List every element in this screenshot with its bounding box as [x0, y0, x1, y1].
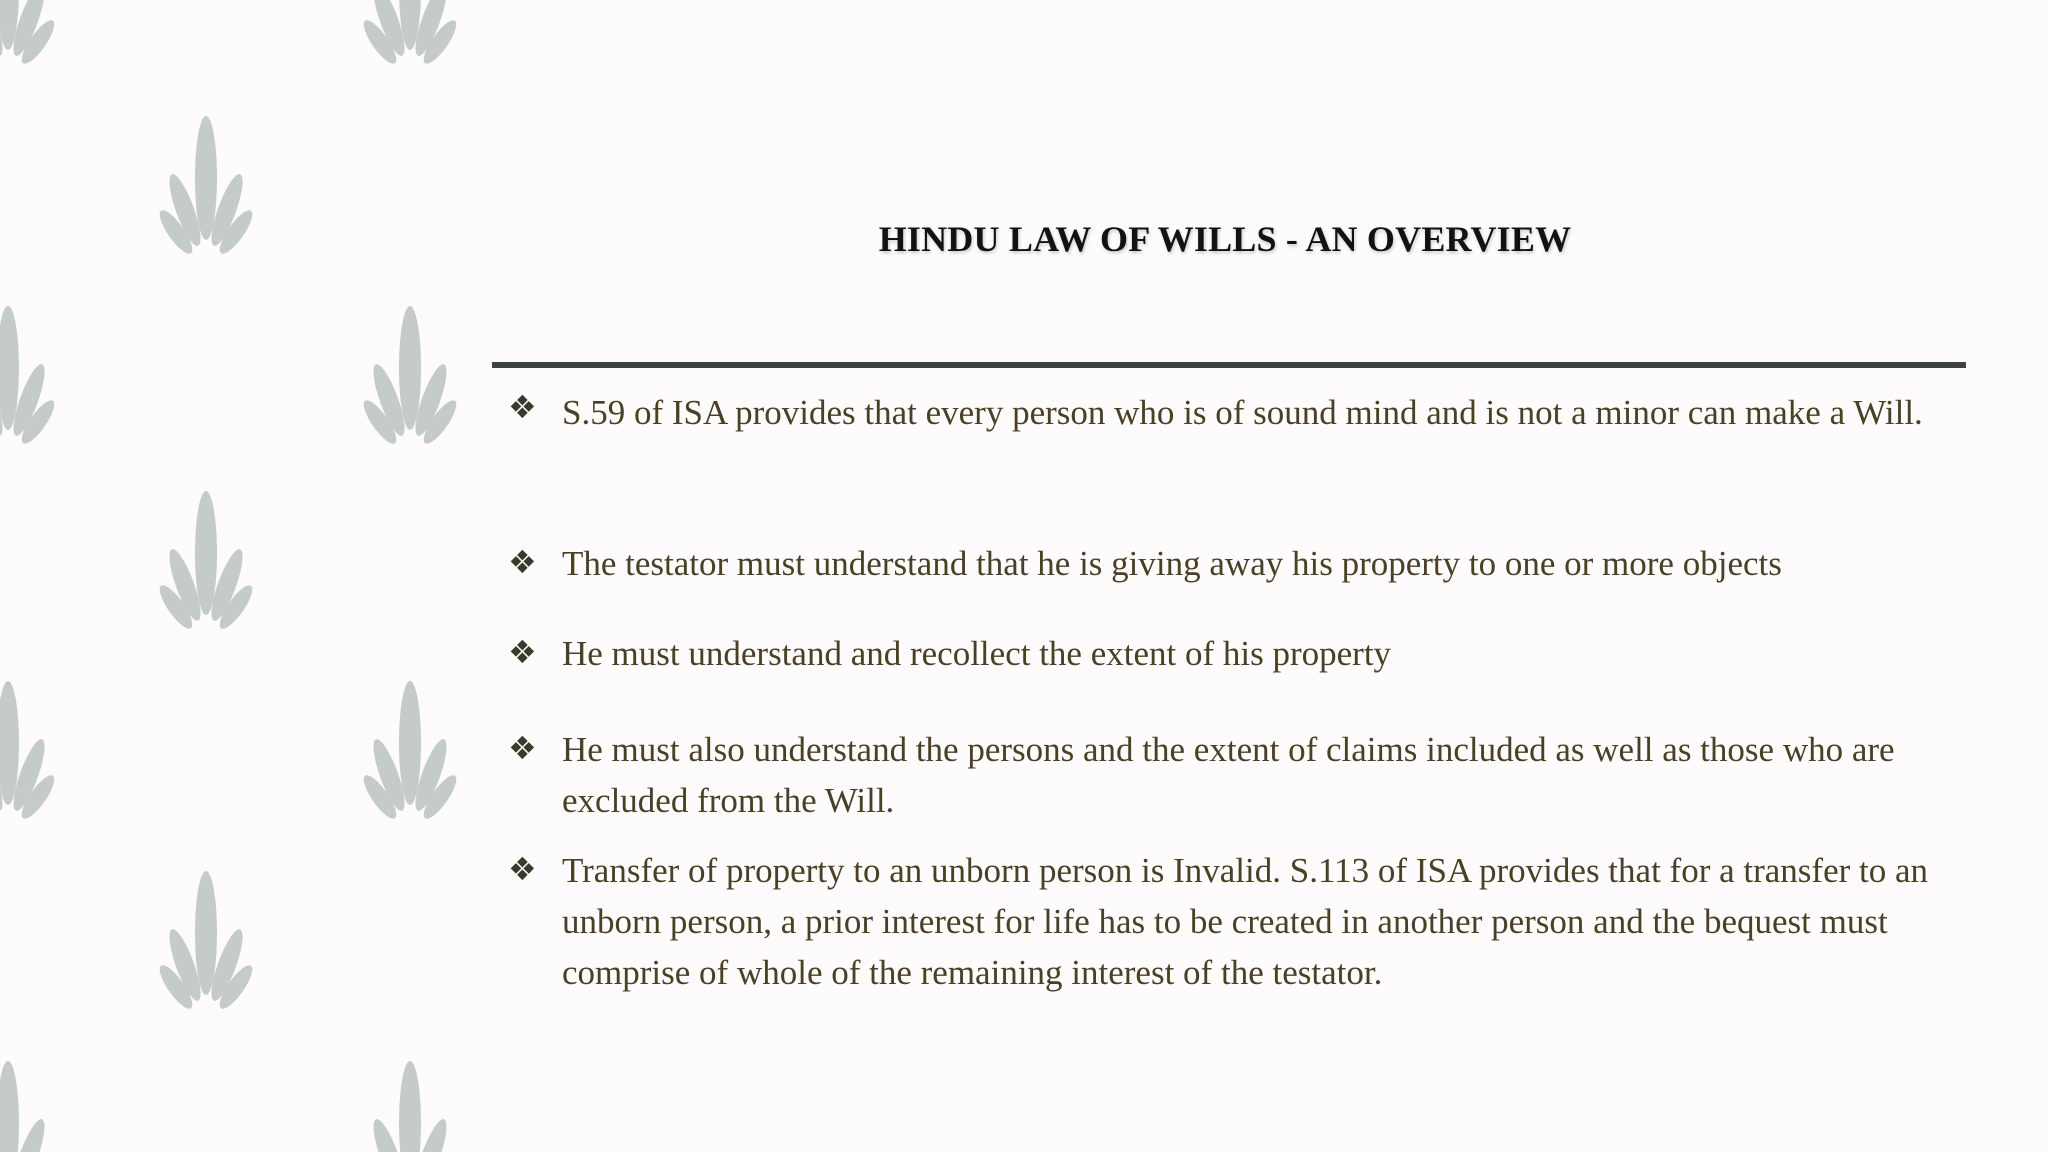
- leaf-sprig-icon: [0, 0, 59, 68]
- leaf-sprig-icon: [155, 491, 258, 633]
- bullet-text: He must understand and recollect the extent of his property: [562, 634, 1392, 673]
- slide-title: HINDU LAW OF WILLS - AN OVERVIEW: [878, 219, 1572, 259]
- list-item: [508, 628, 1968, 679]
- title-divider: [492, 362, 1966, 368]
- leaf-sprig-icon: [359, 1061, 462, 1152]
- leaf-sprig-icon: [0, 1061, 59, 1152]
- diamond-bullet-icon: ❖: [508, 388, 537, 426]
- bullet-text: S.59 of ISA provides that every person who is of sound mind and is not a minor can make a Will.: [562, 393, 1923, 432]
- list-item: [508, 845, 1968, 998]
- diamond-bullet-icon: ❖: [508, 850, 537, 888]
- list-item: [508, 378, 1968, 447]
- leaf-sprig-icon: [359, 681, 462, 823]
- diamond-bullet-icon: ❖: [508, 729, 537, 767]
- bullet-text: Transfer of property to an unborn person is Invalid. S.113 of ISA provides that for a transfer to an unborn person, a prior interest for life has to be created in another person and the bequest must comprise of whole of the remaining interest of the testator.: [562, 851, 1929, 992]
- leaf-sprig-icon: [155, 871, 258, 1013]
- leaf-sprig-icon: [359, 306, 462, 448]
- decorative-leaf-pattern: [0, 0, 470, 1152]
- list-item: [508, 538, 1968, 589]
- bullet-text: He must also understand the persons and the extent of claims included as well as those who are excluded from the Will.: [562, 730, 1895, 820]
- leaf-sprig-icon: [0, 681, 59, 823]
- diamond-bullet-icon: ❖: [508, 543, 537, 581]
- list-item: [508, 724, 1968, 826]
- leaf-sprig-icon: [155, 116, 258, 258]
- leaf-sprig-icon: [0, 306, 59, 448]
- leaf-sprig-icon: [359, 0, 462, 68]
- bullet-text: The testator must understand that he is giving away his property to one or more objects: [562, 544, 1782, 583]
- diamond-bullet-icon: ❖: [508, 633, 537, 671]
